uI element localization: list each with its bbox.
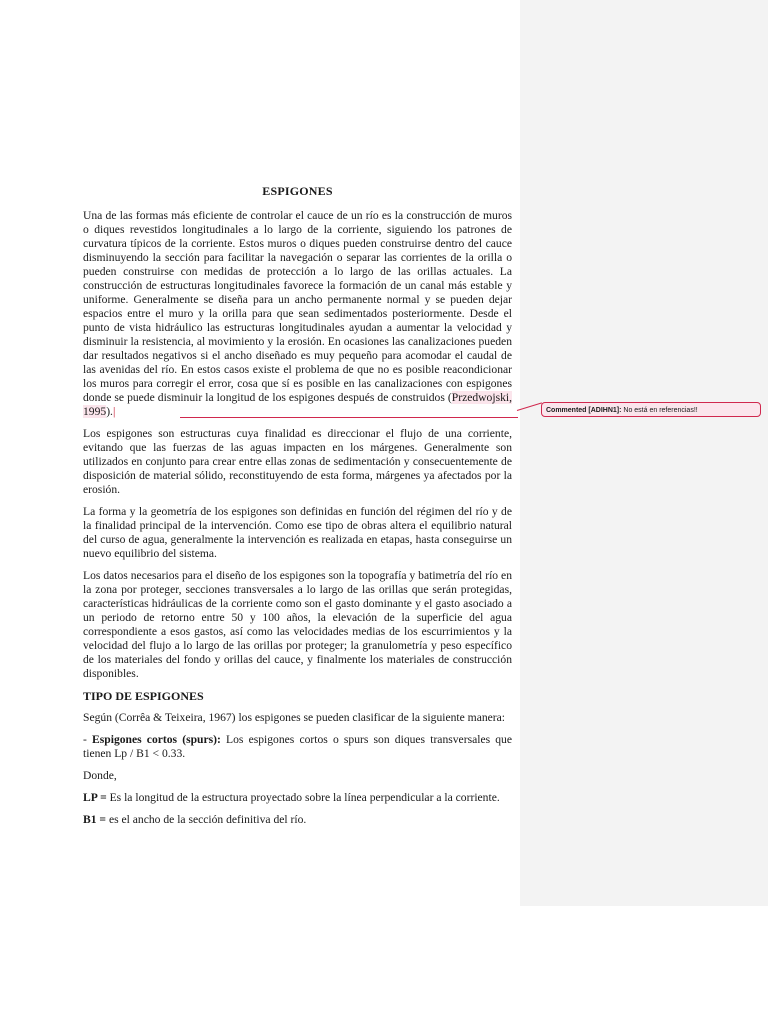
paragraph-1-text: Una de las formas más eficiente de controlar el cauce de un río es la construcción de muros o diques revestidos longitudinales a lo largo de la corriente, siguiendo los patrones de curvatura típicos de la corriente. Estos muros o diques pueden construirse dentro del cauce disminuyendo la sección para facilitar la navegación o separar las corrientes de la orilla o pueden construirse con medidas de protección a lo largo de las orillas actuales. La construcción de estructuras longitudinales favorece la formación de un canal más estable y uniforme. Generalmente se diseña para un ancho permanente normal y se pueden dejar espacios entre el muro y la orilla para que sean sedimentados posteriormente. Desde el punto de vista hidráulico las estructuras longitudinales ayudan a aumentar la velocidad y disminuir la resistencia, al movimiento y la erosión. En ocasiones las canalizaciones pueden dar resultados negativos si el ancho diseñado es muy pequeño para acomodar el caudal de las avenidas del río. En estos casos existe el problema de que no es posible reacondicionar los muros para corregir el error, cosa que sí es posible en las canalizaciones con espigones donde se puede disminuir la longitud de los espigones después de construidos [83, 209, 512, 404]
comment-connector-line [180, 417, 518, 418]
citation-open: ( [444, 391, 452, 404]
term-espigones-cortos: Espigones cortos (spurs): [92, 733, 221, 746]
term-b1: B1 = [83, 813, 107, 826]
comment-margin-pane [520, 0, 768, 906]
paragraph-4: Los datos necesarios para el diseño de los espigones son la topografía y batimetría del río en la zona por proteger, secciones transversales a lo largo de las orillas que serán protegidas, características hidráulicas de la corriente como son el gasto dominante y el gasto asociado a un periodo de retorno entre 50 y 100 años, la elevación de la superficie del agua correspondiente a esos gastos, así como las velocidades medias de los escurrimientos y la velocidad del flujo a lo largo de las orillas por proteger; la granulometría y peso específico de los materiales del fondo y orillas del cauce, y finalmente los materiales de construcción disponibles. [83, 569, 512, 680]
paragraph-8 [83, 791, 512, 805]
comment-anchor-marker[interactable]: | [112, 405, 116, 418]
comment-balloon[interactable] [541, 402, 761, 417]
citation-close: ). [106, 405, 113, 418]
comment-label: Commented [ADIHN1]: [546, 407, 622, 414]
comment-text: No está en referencias!! [621, 407, 698, 414]
paragraph-2: Los espigones son estructuras cuya finalidad es direccionar el flujo de una corriente, evitando que las fuerzas de las aguas impacten en los márgenes. Generalmente son utilizados en conjunto para crear entre ellas zonas de sedimentación y consecuentemente de disposición de material sólido, reconstituyendo de esta forma, márgenes ya afectados por la erosión. [83, 427, 512, 496]
paragraph-9-text: es el ancho de la sección definitiva del río. [106, 813, 307, 826]
paragraph-5: Según (Corrêa & Teixeira, 1967) los espigones se pueden clasificar de la siguiente manera: [83, 711, 506, 724]
paragraph-1 [83, 209, 512, 419]
paragraph-7: Donde, [83, 769, 117, 782]
document-body[interactable] [83, 184, 512, 835]
paragraph-6-text: Los espigones cortos o spurs son diques transversales que tienen Lp / B1 < 0.33. [83, 733, 512, 760]
heading-tipo-de-espigones: TIPO DE ESPIGONES [83, 689, 204, 703]
commented-citation[interactable]: Przedwojski, 1995 [83, 391, 512, 418]
document-title: ESPIGONES [262, 184, 333, 198]
paragraph-3: La forma y la geometría de los espigones son definidas en función del régimen del río y de la finalidad principal de la intervención. Como ese tipo de obras altera el equilibrio natural del curso de agua, generalmente la intervención es realizada en etapas, hasta conseguirse un nuevo equilibrio del sistema. [83, 505, 512, 560]
term-lp: LP = [83, 791, 107, 804]
paragraph-9 [83, 813, 512, 827]
paragraph-8-text: Es la longitud de la estructura proyectado sobre la línea perpendicular a la corriente. [106, 791, 500, 804]
list-dash: - [83, 733, 93, 746]
paragraph-6 [83, 733, 512, 761]
